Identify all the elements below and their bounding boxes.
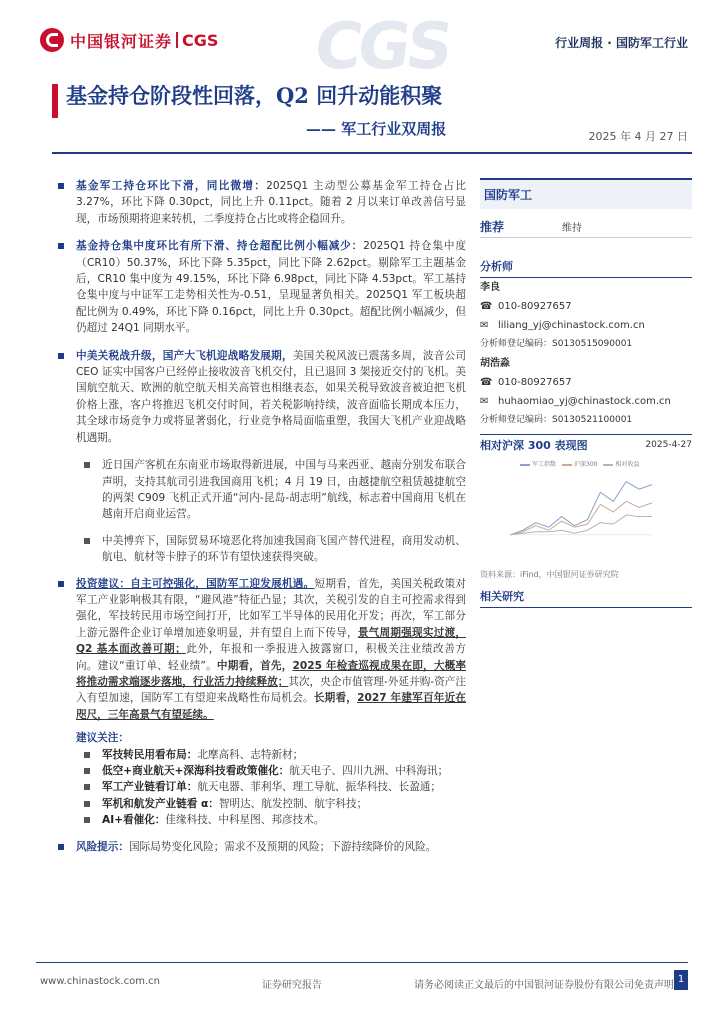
advice-text-2: 此外，年报和一季报进入披露窗口，积极关注业绩改善方向。建议“重订单、轻业绩”。 — [76, 643, 466, 672]
advice-underline-3: 2027 年建军百年近在咫尺，三年高景气有望延续。 — [76, 692, 466, 721]
square-bullet-icon — [84, 538, 90, 544]
footer-url[interactable]: www.chinastock.com.cn — [40, 976, 160, 987]
report-type: 行业周报 · 国防军工行业 — [555, 36, 688, 50]
chart-title: 相对沪深 300 表现图 — [480, 439, 588, 452]
report-date: 2025 年 4 月 27 日 — [588, 130, 688, 143]
performance-chart-svg — [480, 468, 692, 564]
legend-item — [520, 459, 556, 468]
bullet-icon — [58, 183, 64, 189]
square-bullet-icon — [84, 768, 90, 774]
rating-label: 推荐 — [480, 219, 505, 234]
legend-swatch — [562, 464, 572, 466]
advice-underline-1: 景气周期强现实过渡，Q2 基本面改善可期； — [76, 626, 466, 656]
advice-text-3: 其次，央企市值管理-外延并购-资产注入有望加速，国防军工有望迎来战略性布局机会。 — [76, 675, 466, 705]
focus-item — [52, 747, 466, 763]
square-bullet-icon — [84, 801, 90, 807]
logo-separator — [176, 32, 178, 48]
advice-mid-head: 中期看，首先， — [216, 659, 293, 672]
focus-item — [52, 812, 466, 828]
sidebar — [480, 178, 692, 608]
bullet-icon — [58, 844, 64, 850]
phone-text: 010-80927657 — [498, 301, 572, 312]
para-head: 基金持仓集中度环比有所下滑、持仓超配比例小幅减少： — [76, 240, 364, 253]
analyst-phone — [480, 373, 692, 392]
square-bullet-icon — [84, 817, 90, 823]
focus-item — [52, 796, 466, 812]
phone-icon: ☎ — [480, 301, 493, 312]
bullet-icon — [58, 581, 64, 587]
sub-point — [52, 533, 466, 566]
page-subtitle: —— 军工行业双周报 — [306, 120, 447, 138]
summary-paragraph — [52, 238, 466, 336]
analyst-email[interactable] — [480, 392, 692, 411]
bullet-icon — [58, 353, 64, 359]
header-divider — [52, 152, 692, 154]
risk-warning — [52, 839, 466, 855]
focus-text: 航天电子、四川九洲、中科海讯； — [289, 765, 449, 777]
analyst-card — [480, 278, 692, 354]
focus-label: 低空+商业航天+深海科技看政策催化： — [102, 765, 290, 777]
chart-header — [480, 435, 692, 455]
rating-row — [480, 215, 692, 238]
focus-item — [52, 763, 466, 779]
series-line-2 — [510, 501, 652, 534]
series-line-1 — [510, 482, 652, 535]
para-text: 2025Q1 持仓集中度（CR10）50.37%，环比下降 5.35pct，同比下降 2.62pct。剔除军工主题基金后，CR10 集中度为 49.15%，环比下降 6.98pct，同比下降 4.53pct。军工基持仓集中度与中证军工走势相关性为-0.51，呈现显著负相关。2025Q1 军工板块超配比例为 0.49%，环比下降 0.16pct，同比上升 0.30pct。超配比例小幅减少，但仍超过 24Q1 同期水平。 — [76, 240, 467, 335]
industry-label: 国防军工 — [480, 178, 692, 209]
page-number: 1 — [674, 970, 688, 990]
rating-value: 维持 — [562, 222, 582, 234]
performance-chart — [480, 434, 692, 580]
analyst-card — [480, 354, 692, 430]
phone-icon: ☎ — [480, 377, 493, 388]
risk-text: 国际局势变化风险；需求不及预期的风险；下游持续降价的风险。 — [128, 840, 437, 853]
mail-icon: ✉ — [480, 320, 489, 331]
legend-label: 沪深300 — [574, 461, 598, 468]
chart-legend — [480, 459, 692, 468]
footer-disclaimer: 请务必阅读正文最后的中国银河证券股份有限公司免责声明 — [414, 980, 674, 991]
sub-point-text: 中美博弈下，国际贸易环境恶化将加速我国商飞国产替代进程，商用发动机、航电、航材等卡脖子的环节有望快速获得突破。 — [102, 534, 466, 564]
advice-text: 短期看，首先，美国关税政策对军工产业影响极其有限，“避风港”特征凸显；其次，关税引发的自主可控需求得到强化，军技转民用市场空间打开，比如军工半导体的民用化开发；再次，军工部分上游元器件企业订单增加迹象明显，并有望自上而下传导， — [76, 577, 466, 639]
para-text: 2025Q1 主动型公募基金军工持仓占比 3.27%，环比下降 0.30pct，同比上升 0.11pct。随着 2 月以来订单改善信号显现，市场预期将迎来转机，二季度持仓占比或将企稳回升。 — [76, 180, 467, 225]
investment-advice — [52, 576, 466, 724]
footer-label: 证券研究报告 — [262, 980, 322, 991]
focus-text: 航天电器、菲利华、理工导航、振华科技、长盈通； — [197, 781, 441, 794]
watermark: CGS — [309, 10, 454, 84]
bullet-icon — [58, 243, 64, 249]
para-text: 美国关税风波已震荡多周，波音公司 CEO 证实中国客户已经停止接收波音飞机交付，且已退回 3 架接近交付的飞机。美国航空航天、欧洲的航空航天相关高管也相继表态，如果关税导致波音被迫把飞机价格上涨，客户将推迟飞机交付时间，若关税影响持续，波音面临长期成本压力，其全球市场竞争力或将显著弱化，行业竞争格局面临重塑，我国大飞机产业迎战略机遇期。 — [76, 349, 467, 444]
focus-text: 智明达、航发控制、航宇科技； — [218, 797, 368, 810]
legend-swatch — [520, 464, 530, 466]
phone-text: 010-80927657 — [498, 377, 572, 388]
analyst-email[interactable] — [480, 316, 692, 335]
risk-head: 风险提示： — [76, 840, 129, 853]
focus-heading: 建议关注： — [76, 732, 129, 745]
para-head: 基金军工持仓环比下滑，同比微增： — [76, 180, 267, 192]
advice-underline-2: 2025 年检查巡视成果在即，大概率将推动需求端逐步落地，行业活力持续释放； — [76, 659, 467, 688]
page-title: 基金持仓阶段性回落，Q2 回升动能积聚 — [66, 83, 443, 108]
legend-item — [603, 459, 639, 468]
logo-en: CGS — [182, 30, 219, 50]
advice-long-head: 长期看， — [313, 692, 358, 705]
focus-label: AI+看催化： — [102, 814, 166, 827]
focus-text: 佳缘科技、中科星图、邦彦技术。 — [165, 814, 325, 827]
legend-swatch — [603, 464, 613, 466]
company-logo — [40, 28, 218, 52]
square-bullet-icon — [84, 784, 90, 790]
chart-source: 资料来源：iFind，中国银河证券研究院 — [480, 570, 619, 579]
chart-date: 2025-4-27 — [645, 440, 692, 450]
para-head: 中美关税战升级，国产大飞机迎战略发展期， — [76, 349, 293, 362]
focus-label: 军机和航发产业链看 α： — [102, 797, 219, 810]
main-content — [52, 178, 466, 866]
summary-paragraph — [52, 348, 466, 446]
email-text[interactable]: liliang_yj@chinastock.com.cn — [498, 320, 645, 331]
focus-label: 军工产业链看订单： — [102, 781, 198, 794]
sub-point-text: 近日国产客机在东南亚市场取得新进展，中国与马来西亚、越南分别发布联合声明，支持其航司引进我国商用飞机；4 月 19 日，由越捷航空租赁越捷航空的两架 C909 飞机正式开通“河内-昆岛-胡志明”航线，标志着中国商用飞机在越南开启商业运营。 — [102, 459, 466, 521]
analyst-name: 李良 — [480, 282, 500, 293]
legend-label: 相对收益 — [615, 461, 640, 468]
mail-icon: ✉ — [480, 396, 489, 407]
analyst-cert: 分析师登记编码：S0130515090001 — [480, 339, 633, 349]
square-bullet-icon — [84, 752, 90, 758]
focus-label: 军技转民用看布局： — [102, 748, 198, 761]
legend-item — [562, 459, 597, 468]
logo-icon — [40, 28, 64, 52]
title-accent-bar — [52, 84, 58, 118]
email-text[interactable]: huhaomiao_yj@chinastock.com.cn — [498, 396, 671, 407]
analyst-name: 胡浩淼 — [480, 358, 510, 369]
focus-item — [52, 779, 466, 795]
focus-text: 北摩高科、志特新材； — [197, 748, 304, 761]
sub-point — [52, 457, 466, 523]
square-bullet-icon — [84, 462, 90, 468]
analysts-heading: 分析师 — [480, 254, 692, 278]
logo-cn: 中国银河证券 — [70, 31, 173, 51]
advice-head: 投资建议：自主可控强化，国防军工迎发展机遇。 — [76, 577, 315, 590]
related-research: 相关研究 — [480, 584, 692, 608]
legend-label: 军工指数 — [532, 461, 557, 468]
footer-divider — [36, 962, 688, 963]
analyst-cert: 分析师登记编码：S0130521100001 — [480, 415, 633, 425]
analyst-phone — [480, 297, 692, 316]
summary-paragraph — [52, 178, 466, 227]
